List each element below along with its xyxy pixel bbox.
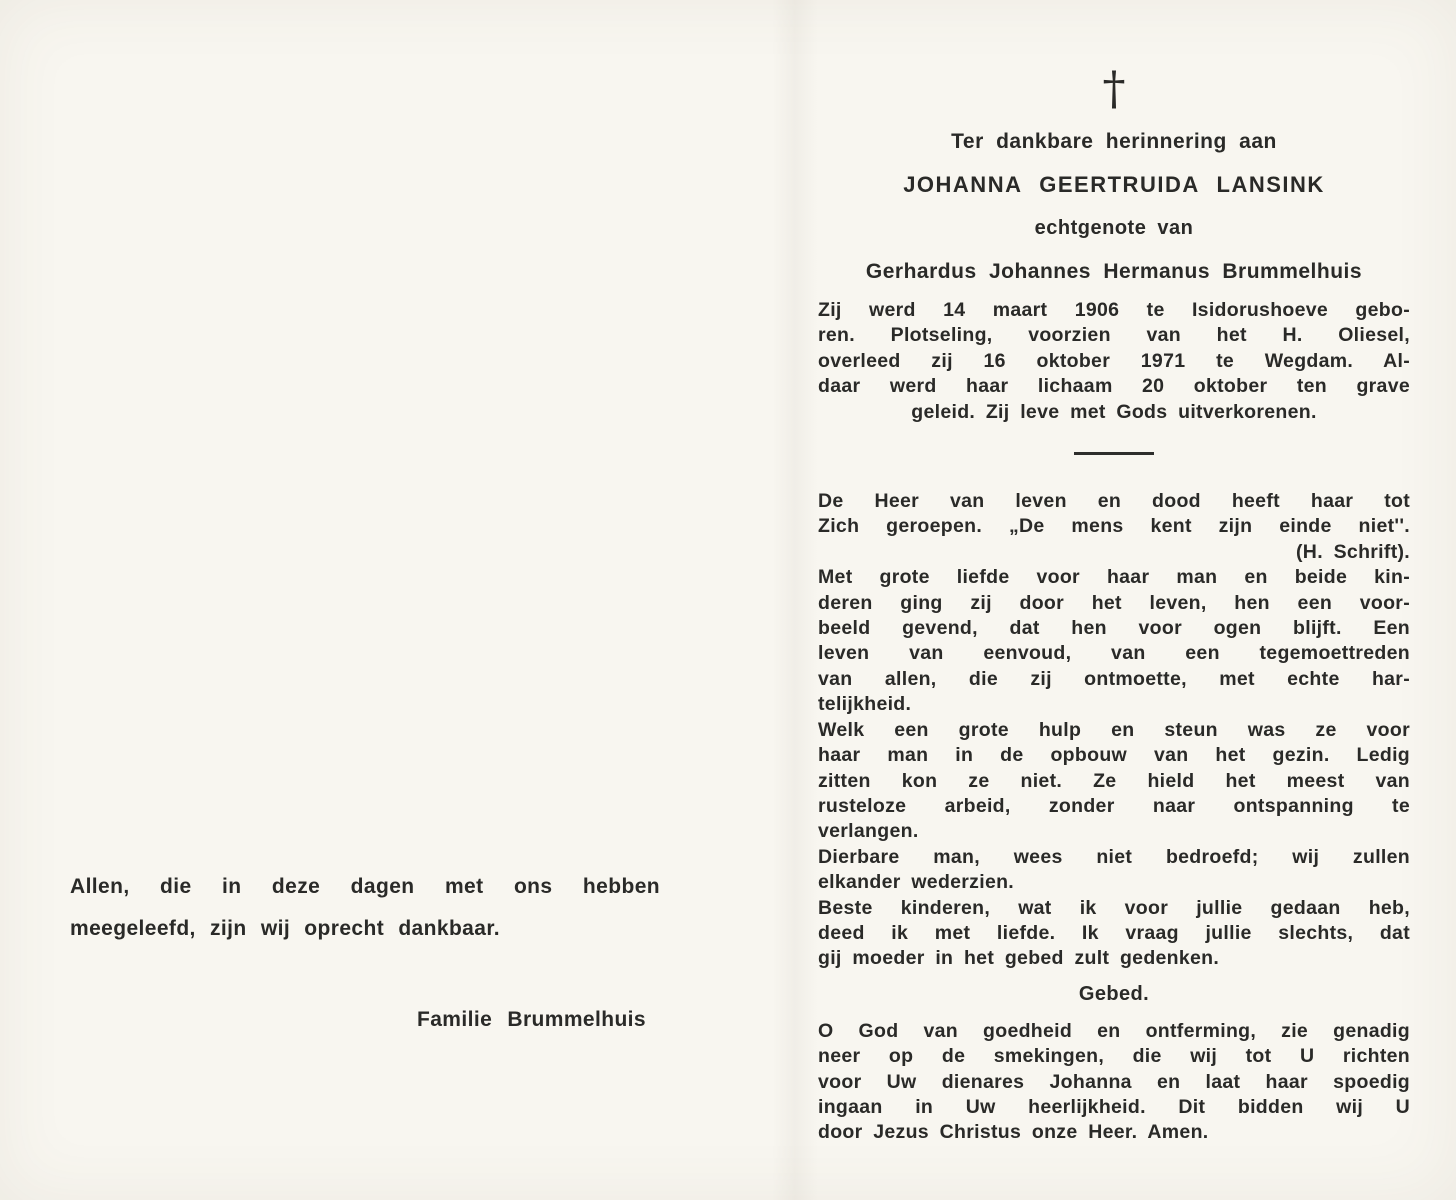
text-line: overleed zij 16 oktober 1971 te Wegdam. Al- (818, 349, 1410, 372)
text-line: deren ging zij door het leven, hen een voor- (818, 591, 1410, 614)
text-line: neer op de smekingen, die wij tot U richten (818, 1045, 1410, 1068)
text-line: gij moeder in het gebed zult gedenken. (818, 947, 1220, 970)
text-line: door Jezus Christus onze Heer. Amen. (818, 1121, 1209, 1144)
text-line: rusteloze arbeid, zonder naar ontspanning te (818, 794, 1410, 817)
deceased-name: JOHANNA GEERTRUIDA LANSINK (903, 172, 1325, 197)
text-line: voor Uw dienares Johanna en laat haar spoedig (818, 1070, 1410, 1093)
text-line: deed ik met liefde. Ik vraag jullie slechts, dat (818, 921, 1410, 944)
text-line: Welk een grote hulp en steun was ze voor (818, 718, 1410, 741)
text-line: haar man in de opbouw van het gezin. Ledig (818, 744, 1410, 767)
text-line: Beste kinderen, wat ik voor jullie gedaan heb, (818, 896, 1410, 919)
text-line: (H. Schrift). (1296, 540, 1410, 563)
birth-death-paragraph (818, 298, 1410, 425)
prayer-text (818, 1019, 1410, 1146)
cross-icon: † (1102, 61, 1126, 115)
acknowledgement-text (70, 866, 660, 950)
prayer-heading: Gebed. (1078, 982, 1150, 1005)
text-line: geleid. Zij leve met Gods uitverkorenen. (911, 400, 1317, 423)
section-divider (1074, 452, 1154, 455)
text-line: ingaan in Uw heerlijkheid. Dit bidden wij U (818, 1095, 1410, 1118)
memorial-intro: Ter dankbare herinnering aan (951, 130, 1277, 153)
text-line: telijkheid. (818, 693, 912, 716)
text-line: Zij werd 14 maart 1906 te Isidorushoeve gebo- (818, 299, 1410, 321)
text-line: De Heer van leven en dood heeft haar tot (818, 490, 1410, 513)
right-page (818, 62, 1410, 1146)
text-line: Allen, die in deze dagen met ons hebben (70, 875, 660, 898)
text-line: leven van eenvoud, van een tegemoettreden (818, 642, 1410, 665)
text-line: O God van goedheid en ontferming, zie genadig (818, 1019, 1410, 1042)
relation-label: echtgenote van (1034, 217, 1194, 239)
memorial-text (818, 489, 1410, 972)
text-line: van allen, die zij ontmoette, met echte har- (818, 667, 1410, 690)
text-line: verlangen. (818, 820, 919, 843)
text-line: Zich geroepen. „De mens kent zijn einde niet''. (818, 515, 1410, 538)
text-line: beeld gevend, dat hen voor ogen blijft. Een (818, 617, 1410, 640)
text-line: meegeleefd, zijn wij oprecht dankbaar. (70, 917, 500, 940)
text-line: daar werd haar lichaam 20 oktober ten grave (818, 375, 1410, 398)
text-line: ren. Plotseling, voorzien van het H. Oliesel, (818, 324, 1410, 347)
text-line: elkander wederzien. (818, 871, 1015, 894)
text-line: Dierbare man, wees niet bedroefd; wij zullen (818, 845, 1410, 868)
text-line: Met grote liefde voor haar man en beide kin- (818, 566, 1410, 589)
text-line: zitten kon ze niet. Ze hield het meest van (818, 769, 1410, 792)
family-signature: Familie Brummelhuis (417, 1008, 646, 1031)
spouse-name: Gerhardus Johannes Hermanus Brummelhuis (865, 260, 1363, 283)
